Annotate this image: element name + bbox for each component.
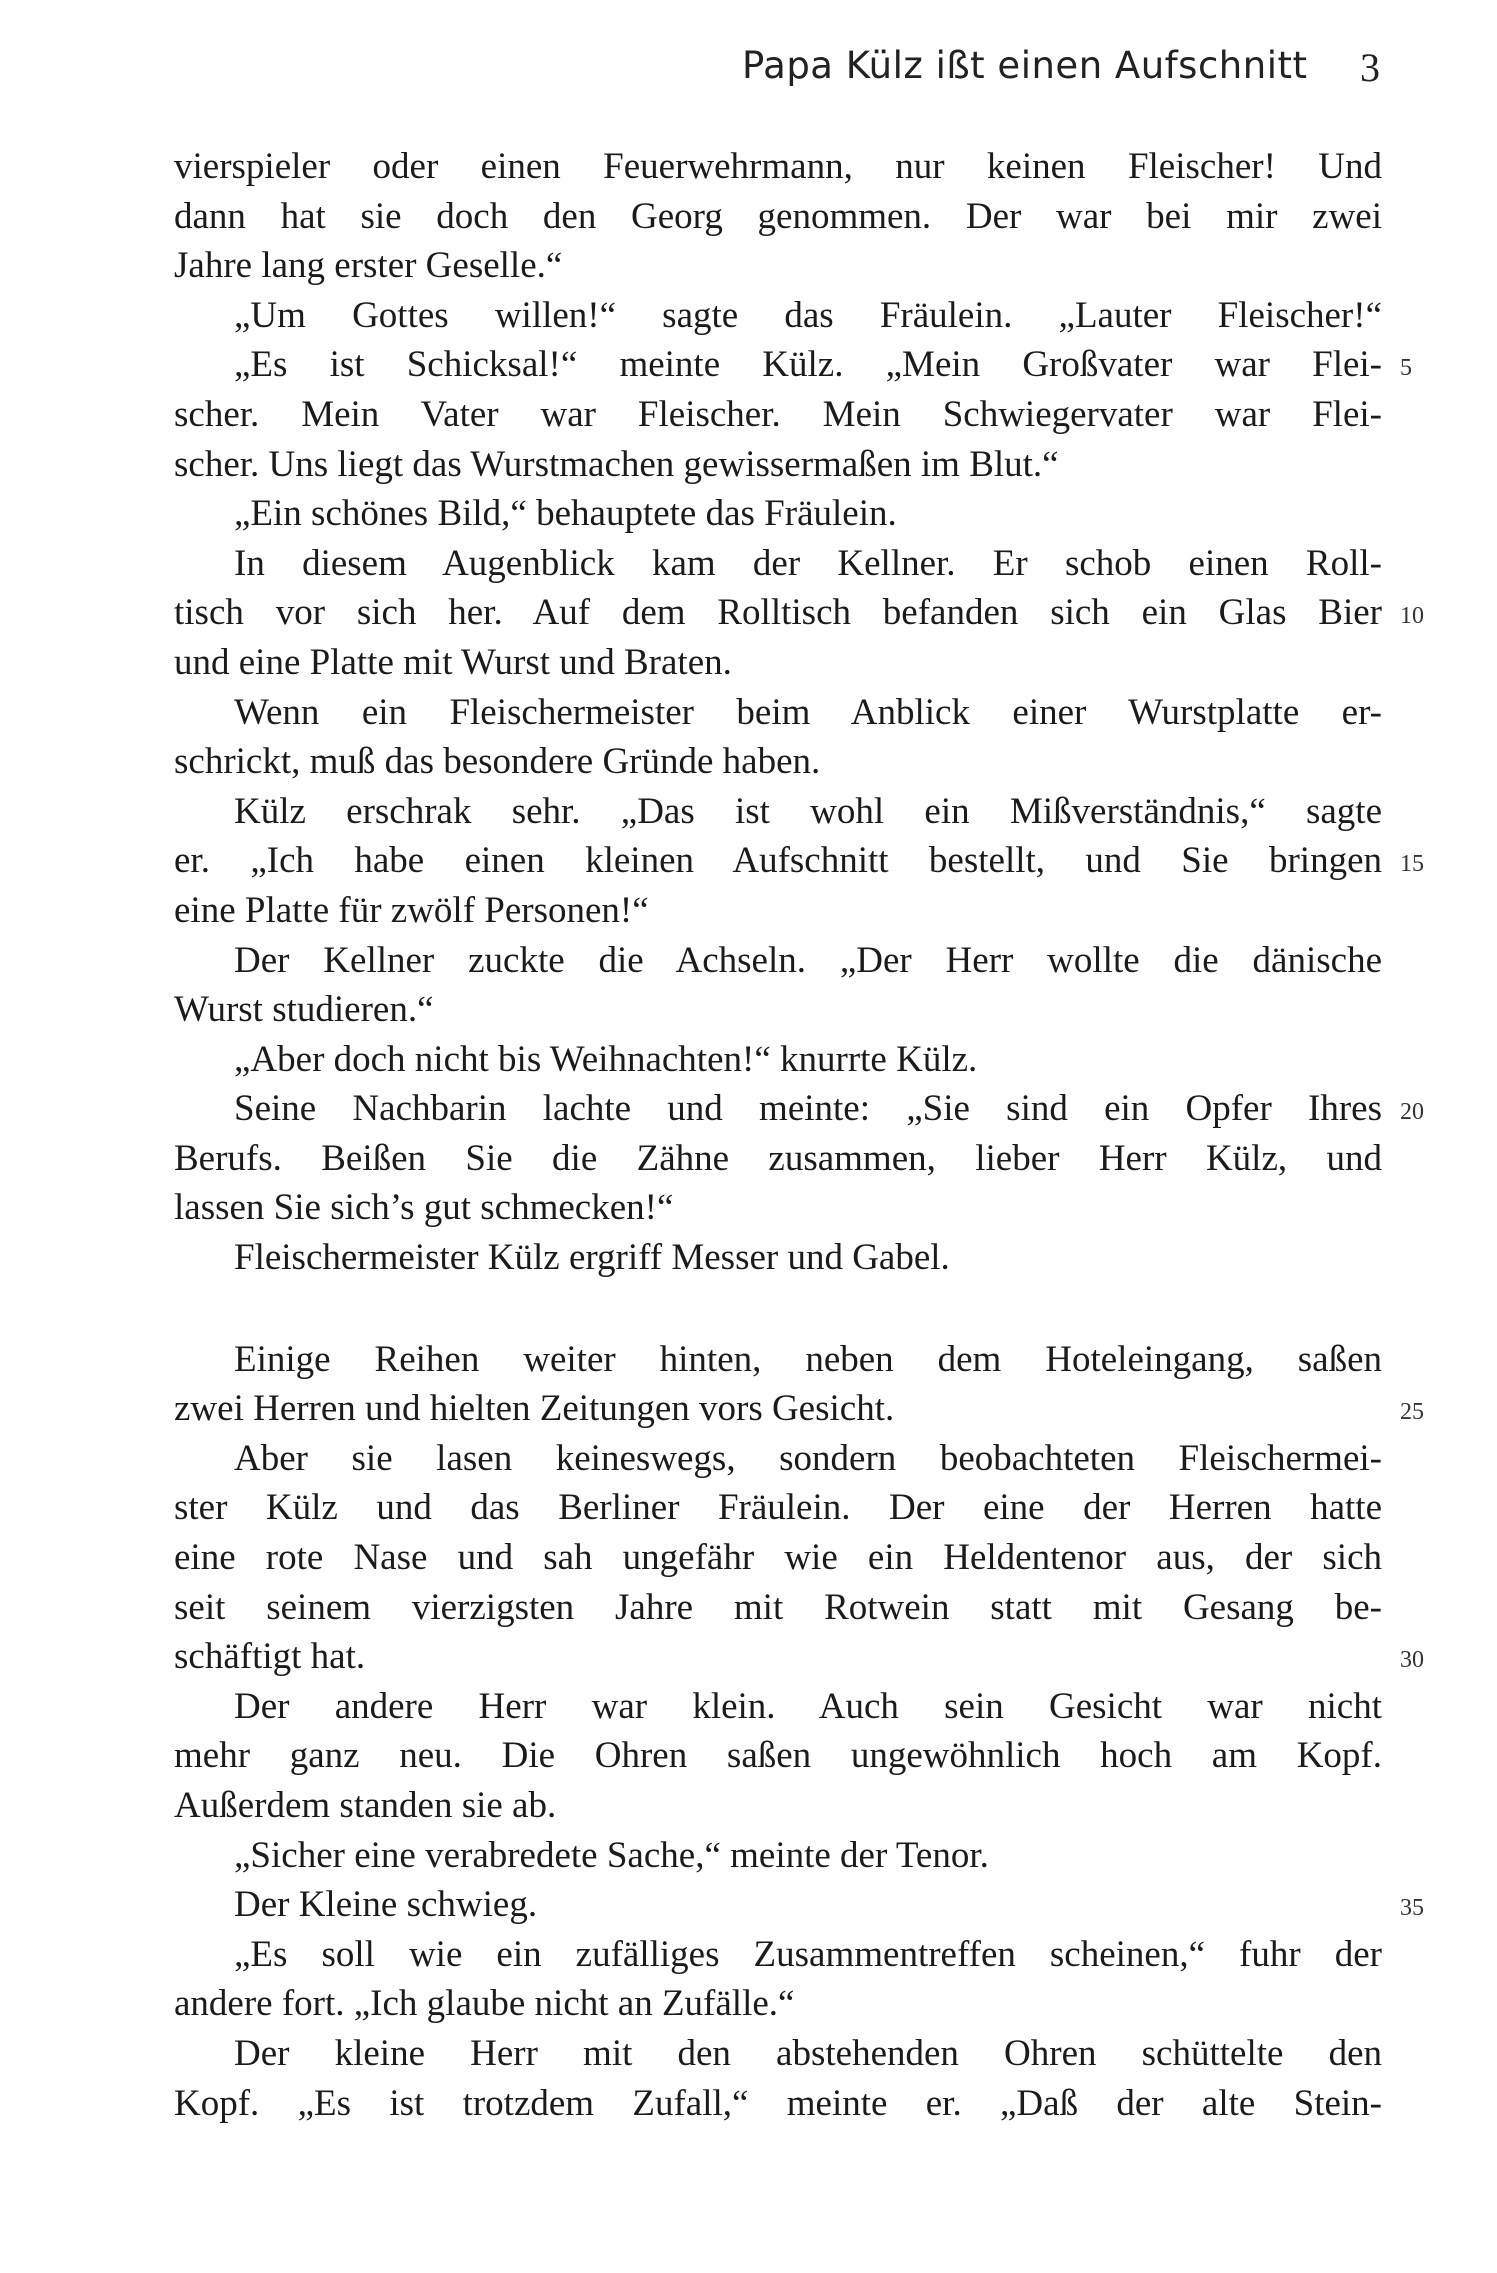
line-text: „Um Gottes willen!“ sagte das Fräulein. „Lauter Fleischer!“ <box>234 294 1382 336</box>
line-number: 15 <box>1400 851 1424 878</box>
line-text: Wurst studieren.“ <box>174 989 434 1031</box>
line-text: „Sicher eine verabredete Sache,“ meinte der Tenor. <box>234 1834 989 1876</box>
text-line <box>174 1682 1382 1732</box>
text-line <box>174 1831 1382 1881</box>
line-text: „Es ist Schicksal!“ meinte Külz. „Mein Großvater war Flei- <box>234 344 1382 386</box>
text-line <box>174 1384 1424 1434</box>
text-line <box>174 142 1382 192</box>
line-text: dann hat sie doch den Georg genommen. Der war bei mir zwei <box>174 195 1382 237</box>
text-line <box>174 1233 1382 1283</box>
text-line <box>174 2029 1382 2079</box>
line-text: scher. Mein Vater war Fleischer. Mein Schwiegervater war Flei- <box>174 393 1382 435</box>
text-line <box>174 1731 1382 1781</box>
line-text: Wenn ein Fleischermeister beim Anblick einer Wurstplatte er- <box>234 691 1382 733</box>
text-line <box>174 1583 1382 1633</box>
line-text: scher. Uns liegt das Wurstmachen gewissermaßen im Blut.“ <box>174 443 1059 485</box>
text-line <box>174 340 1412 390</box>
line-text: „Es soll wie ein zufälliges Zusammentreffen scheinen,“ fuhr der <box>234 1933 1382 1975</box>
text-line <box>174 1930 1382 1980</box>
section-gap <box>174 1283 1382 1335</box>
line-text: Fleischermeister Külz ergriff Messer und Gabel. <box>234 1237 950 1279</box>
text-line <box>174 1979 1382 2029</box>
line-text: tisch vor sich her. Auf dem Rolltisch befanden sich ein Glas Bier <box>174 592 1382 634</box>
line-text: „Ein schönes Bild,“ behauptete das Fräulein. <box>234 493 897 535</box>
text-line <box>174 638 1382 688</box>
text-line <box>174 836 1424 886</box>
line-text: Aber sie lasen keineswegs, sondern beobachteten Fleischermei- <box>234 1437 1382 1479</box>
line-text: Außerdem standen sie ab. <box>174 1785 557 1826</box>
line-number: 10 <box>1400 603 1424 630</box>
line-text: Jahre lang erster Geselle.“ <box>174 245 563 287</box>
line-text: Der andere Herr war klein. Auch sein Gesicht war nicht <box>234 1685 1382 1727</box>
text-line <box>174 1183 1382 1233</box>
line-number: 5 <box>1400 355 1412 382</box>
text-line <box>174 1880 1424 1930</box>
line-text: vierspieler oder einen Feuerwehrmann, nur keinen Fleischer! Und <box>174 146 1382 187</box>
line-number: 20 <box>1400 1099 1424 1126</box>
body-text <box>174 142 1424 2128</box>
running-head <box>700 38 1388 98</box>
line-text: ster Külz und das Berliner Fräulein. Der eine der Herren hatte <box>174 1487 1382 1529</box>
text-line <box>174 1035 1382 1085</box>
text-line <box>174 1632 1424 1682</box>
line-text: Der Kleine schwieg. <box>234 1884 538 1926</box>
line-number: 35 <box>1400 1895 1424 1922</box>
text-line <box>174 1134 1382 1184</box>
line-text: Der kleine Herr mit den abstehenden Ohren schüttelte den <box>234 2032 1382 2074</box>
text-line <box>174 688 1382 738</box>
line-text: Seine Nachbarin lachte und meinte: „Sie sind ein Opfer Ihres <box>234 1088 1382 1130</box>
text-line <box>174 1533 1382 1583</box>
line-number: 30 <box>1400 1647 1424 1674</box>
text-line <box>174 539 1382 589</box>
line-text: Berufs. Beißen Sie die Zähne zusammen, lieber Herr Külz, und <box>174 1137 1382 1179</box>
text-line <box>174 787 1382 837</box>
line-text: Kopf. „Es ist trotzdem Zufall,“ meinte er. „Daß der alte Stein- <box>174 2082 1382 2124</box>
text-line <box>174 1483 1382 1533</box>
line-text: lassen Sie sich’s gut schmecken!“ <box>174 1187 674 1229</box>
line-text: Külz erschrak sehr. „Das ist wohl ein Mißverständnis,“ sagte <box>234 790 1382 832</box>
line-text: eine Platte für zwölf Personen!“ <box>174 889 649 931</box>
line-text: andere fort. „Ich glaube nicht an Zufälle.“ <box>174 1983 795 2025</box>
line-text: mehr ganz neu. Die Ohren saßen ungewöhnlich hoch am Kopf. <box>174 1735 1382 1777</box>
line-text: zwei Herren und hielten Zeitungen vors Gesicht. <box>174 1388 895 1430</box>
line-text: er. „Ich habe einen kleinen Aufschnitt bestellt, und Sie bringen <box>174 840 1382 882</box>
line-text: eine rote Nase und sah ungefähr wie ein Heldentenor aus, der sich <box>174 1537 1382 1579</box>
line-text: In diesem Augenblick kam der Kellner. Er schob einen Roll- <box>234 542 1382 584</box>
text-line <box>174 886 1382 936</box>
running-title: Papa Külz ißt einen Aufschnitt <box>742 44 1308 87</box>
text-line <box>174 2079 1382 2129</box>
text-line <box>174 192 1382 242</box>
text-line <box>174 737 1382 787</box>
text-line <box>174 390 1382 440</box>
line-text: seit seinem vierzigsten Jahre mit Rotwein statt mit Gesang be- <box>174 1586 1382 1628</box>
text-line <box>174 1434 1382 1484</box>
text-line <box>174 588 1424 638</box>
line-text: Einige Reihen weiter hinten, neben dem Hoteleingang, saßen <box>234 1338 1382 1380</box>
page-number: 3 <box>1360 45 1381 90</box>
text-line <box>174 1084 1424 1134</box>
line-text: schrickt, muß das besondere Gründe haben. <box>174 741 821 783</box>
text-line <box>174 440 1382 490</box>
line-text: schäftigt hat. <box>174 1636 366 1678</box>
line-text: und eine Platte mit Wurst und Braten. <box>174 641 732 683</box>
line-text: Der Kellner zuckte die Achseln. „Der Herr wollte die dänische <box>234 939 1382 981</box>
line-text: „Aber doch nicht bis Weihnachten!“ knurrte Külz. <box>234 1038 978 1080</box>
text-line <box>174 985 1382 1035</box>
text-line <box>174 1781 1382 1831</box>
text-line <box>174 241 1382 291</box>
text-line <box>174 936 1382 986</box>
text-line <box>174 489 1382 539</box>
text-line <box>174 291 1382 341</box>
text-line <box>174 1335 1382 1385</box>
line-number: 25 <box>1400 1399 1424 1426</box>
